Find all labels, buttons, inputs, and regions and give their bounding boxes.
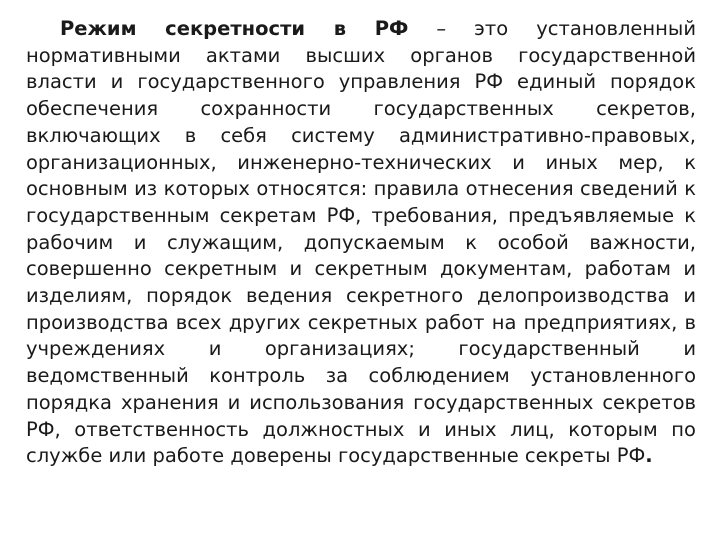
definition-paragraph	[26, 16, 696, 470]
definition-term: Режим секретности в РФ	[60, 17, 409, 40]
definition-end-mark: .	[645, 444, 653, 468]
definition-body: – это установленный нормативными актами высших органов государственной власти и государственного управления РФ единый порядок обеспечения сохранности государственных секретов, включающих в себя систему административно-правовых, организационных, инженерно-технических и иных мер, к основным из которых относятся: правила отнесения сведений к государственным секретам РФ, требования, предъявляемые к рабочим и служащим, допускаемым к особой важности, совершенно секретным и секретным документам, работам и изделиям, порядок ведения секретного делопроизводства и производства всех других секретных работ на предприятиях, в учреждениях и организациях; государственный и ведомственный контроль за соблюдением установленного порядка хранения и использования государственных секретов РФ, ответственность должностных и иных лиц, которым по службе или работе доверены государственные секреты РФ	[26, 17, 696, 468]
